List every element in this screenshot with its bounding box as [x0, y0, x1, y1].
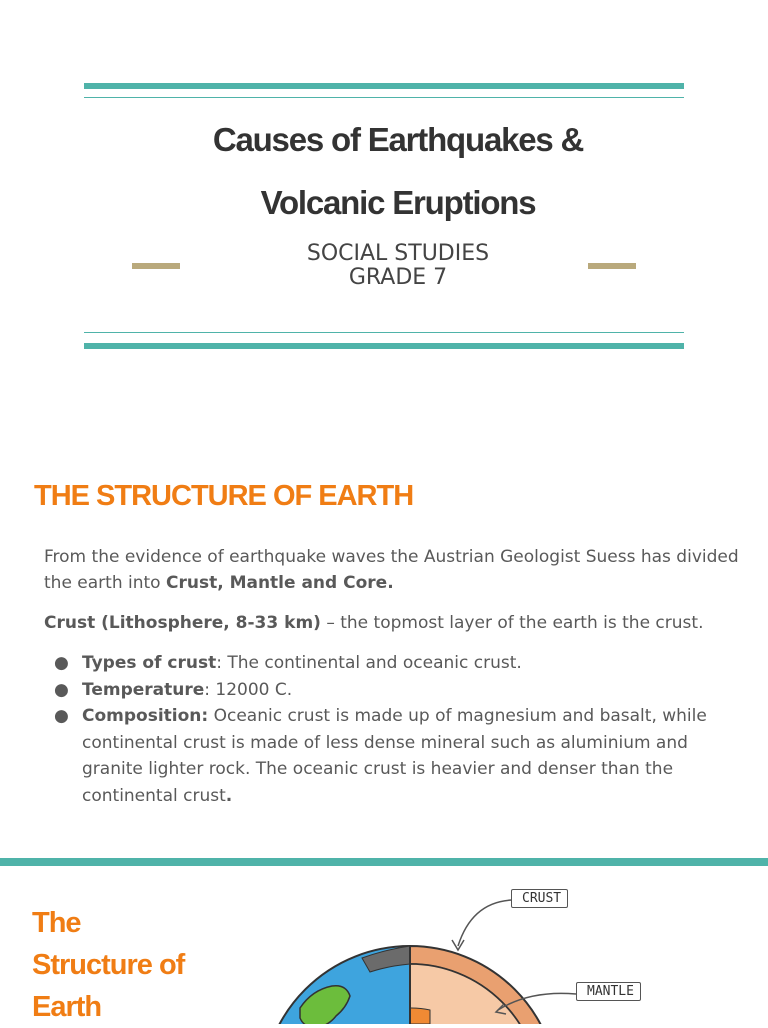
- intro-text: From the evidence of earthquake waves the Austrian Geologist Suess has divided the earth into: [44, 547, 739, 593]
- bullet-dot-icon: ●: [54, 679, 69, 700]
- top-rule-thick: [84, 83, 684, 89]
- crust-pointer-line: [458, 900, 512, 946]
- list-item: [44, 650, 744, 677]
- bullet-text: : The continental and oceanic crust.: [216, 653, 522, 673]
- outer-core: [410, 1008, 430, 1024]
- mantle-label-tag: MANTLE: [576, 982, 641, 1001]
- bottom-rule-thick: [84, 343, 684, 349]
- bottom-rule-thin: [84, 332, 684, 333]
- top-rule-thin: [84, 97, 684, 98]
- crust-paragraph: [44, 610, 744, 636]
- crust-label: Crust (Lithosphere, 8-33 km): [44, 613, 321, 633]
- diagram-heading-line-3: Earth: [32, 991, 102, 1023]
- title-line-1: Causes of Earthquakes &: [212, 121, 584, 158]
- diagram-heading-line-2: Structure of: [32, 949, 185, 981]
- bullet-label: Temperature: [82, 679, 205, 700]
- earth-structure-diagram: [0, 858, 768, 1024]
- bullet-text: Oceanic crust is made up of magnesium and basalt, while continental crust is made of less dense mineral such as aluminium and granite lighter rock. The oceanic crust is heavier and denser than the continental crust: [82, 706, 707, 806]
- crust-bullet-list: [44, 650, 744, 809]
- slide-subtitle: [84, 242, 712, 290]
- diagram-heading-line-1: The: [32, 907, 81, 939]
- subtitle-line-1: SOCIAL STUDIES: [306, 241, 490, 266]
- bullet-label: Composition:: [82, 706, 209, 726]
- bullet-text: : 12000 C.: [204, 679, 293, 700]
- title-line-2: Volcanic Eruptions: [260, 184, 536, 221]
- structure-slide: [0, 440, 768, 858]
- intro-paragraph: [44, 544, 744, 596]
- bullet-tail: .: [225, 785, 233, 806]
- title-slide: [0, 0, 768, 440]
- list-item: [44, 677, 744, 704]
- diagram-slide: [0, 858, 768, 1024]
- crust-text: – the topmost layer of the earth is the crust.: [320, 613, 704, 633]
- intro-bold: Crust, Mantle and Core.: [165, 573, 394, 593]
- subtitle-line-2: GRADE 7: [348, 265, 448, 290]
- bullet-dot-icon: ●: [54, 653, 69, 673]
- bullet-label: Types of crust: [82, 653, 217, 673]
- list-item: [44, 703, 744, 809]
- structure-heading: THE STRUCTURE OF EARTH: [34, 480, 414, 512]
- bullet-dot-icon: ●: [54, 706, 69, 726]
- crust-label-tag: CRUST: [511, 889, 568, 908]
- slide-title: [84, 108, 712, 234]
